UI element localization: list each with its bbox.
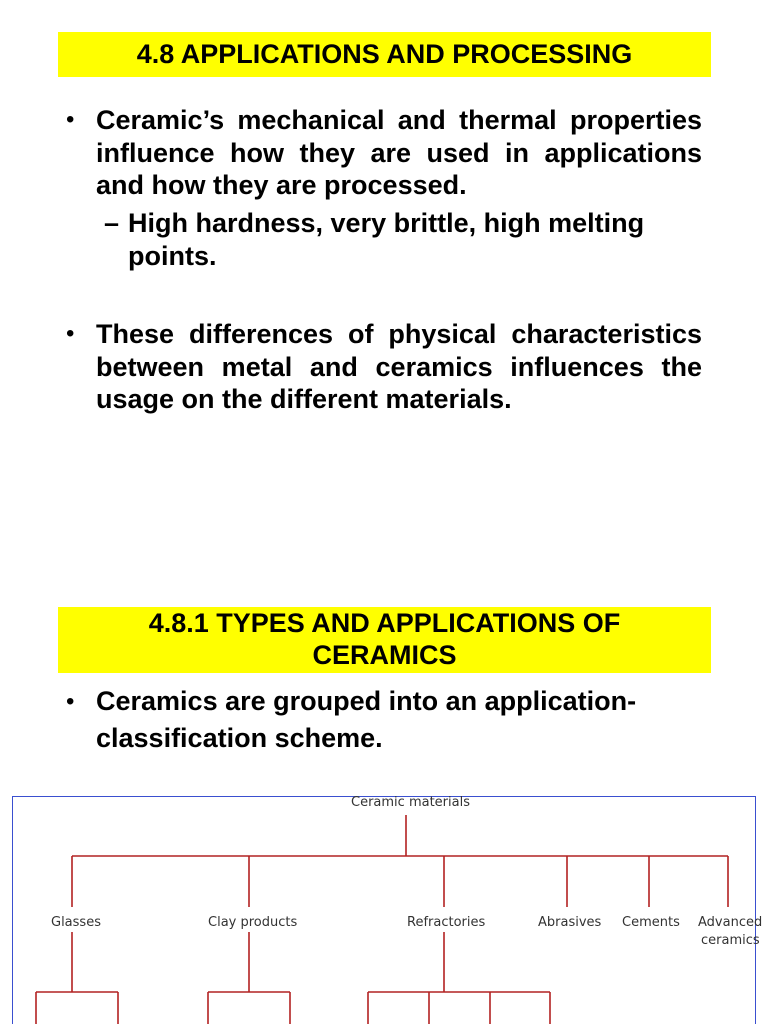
- sub-bullet-text: High hardness, very brittle, high melting points.: [128, 208, 645, 271]
- section-heading-types: [58, 607, 711, 673]
- bullet-ceramic-properties: Ceramic’s mechanical and thermal properties influence how they are used in applications and how they are processed.: [96, 105, 702, 200]
- node-glasses: Glasses: [51, 915, 101, 930]
- bullet-physical-differences: These differences of physical characteristics between metal and ceramics influences the usage on the different materials.: [96, 319, 702, 414]
- bullet-marker: •: [66, 106, 75, 133]
- diagram-connectors: [13, 797, 757, 1024]
- heading-line-1: 4.8.1 TYPES AND APPLICATIONS OF: [148, 608, 621, 638]
- node-ceramic-materials: Ceramic materials: [351, 795, 470, 810]
- node-cements: Cements: [622, 915, 680, 930]
- node-advanced-line2: ceramics: [701, 933, 760, 948]
- node-advanced-line1: Advanced: [698, 915, 763, 930]
- bullet-marker: •: [66, 320, 75, 347]
- section-heading-applications: 4.8 APPLICATIONS AND PROCESSING: [58, 32, 711, 77]
- bullet-marker: •: [66, 688, 75, 715]
- node-abrasives: Abrasives: [538, 915, 602, 930]
- dash-marker: –: [104, 208, 120, 238]
- bullet-classification-scheme: Ceramics are grouped into an application-classification scheme.: [96, 686, 637, 753]
- sub-bullet-hardness: [104, 207, 704, 272]
- node-clay-products: Clay products: [208, 915, 298, 930]
- heading-line-2: CERAMICS: [312, 640, 457, 670]
- ceramic-classification-diagram: [12, 795, 763, 1024]
- node-refractories: Refractories: [407, 915, 486, 930]
